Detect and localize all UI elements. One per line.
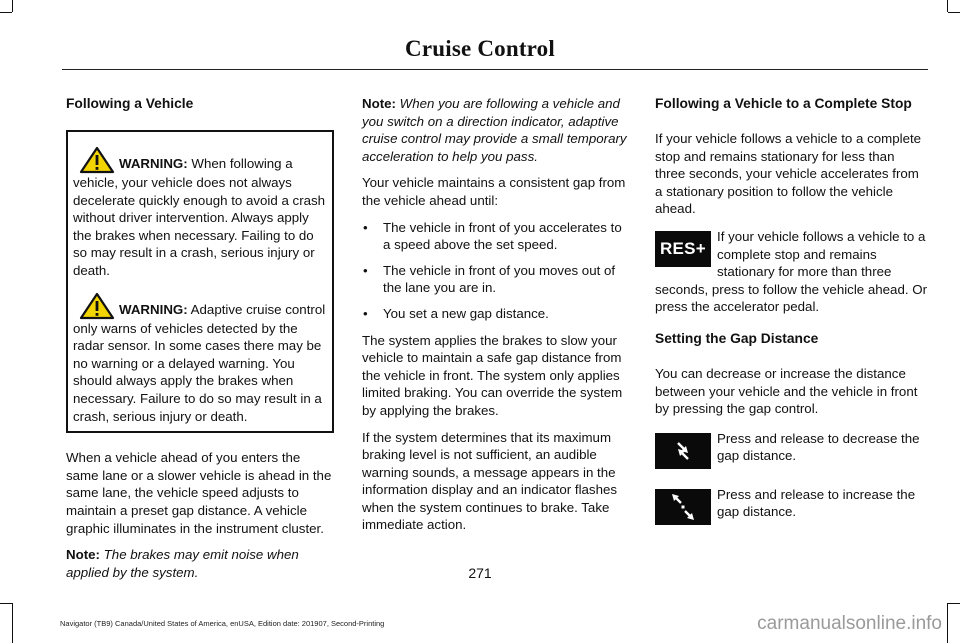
bullet-list: [362, 219, 630, 323]
res-plus-button-icon: RES+: [655, 231, 711, 267]
instruction-text: Press and release to decrease the gap distance.: [717, 430, 920, 464]
column-middle: [362, 95, 630, 543]
column-right: [655, 95, 927, 542]
section-heading: Following a Vehicle: [66, 96, 194, 111]
instruction-text: Press and release to increase the gap distance.: [717, 486, 916, 520]
res-button-instruction: [655, 228, 927, 316]
gap-increase-icon: [655, 489, 711, 525]
warning-triangle-icon: [79, 292, 115, 320]
crop-mark: [12, 603, 13, 643]
crop-mark: [947, 603, 948, 643]
page-number: 271: [468, 565, 492, 581]
body-paragraph: You can decrease or increase the distance between your vehicle and the vehicle in front by pressing the gap control.: [655, 365, 918, 417]
warning-paragraph: [73, 292, 327, 426]
crop-mark: [947, 0, 948, 12]
bullet-glyph: •: [363, 219, 368, 235]
warning-text: When following a vehicle, your vehicle does not always decelerate quickly enough to avoid a crash without driver intervention. Always apply the brakes when necessary. Failing to do so may result in a crash, serious injury or death.: [73, 156, 326, 278]
note-text: The brakes may emit noise when applied by the system.: [66, 547, 299, 580]
note-label: Note:: [362, 96, 396, 111]
section-heading: Setting the Gap Distance: [655, 330, 819, 346]
note-label: Note:: [66, 547, 100, 563]
list-item: • The vehicle in front of you moves out of the lane you are in.: [363, 262, 616, 296]
body-paragraph: If your vehicle follows a vehicle to a complete stop and remains stationary for less than three seconds, your vehicle accelerates from a stationary position to follow the vehicle ahead.: [655, 131, 922, 217]
list-item: • The vehicle in front of you accelerates to a speed above the set speed.: [363, 219, 622, 253]
crop-mark: [12, 0, 13, 12]
note-paragraph: [362, 95, 630, 165]
header-divider: [62, 69, 928, 70]
warning-label: WARNING:: [119, 156, 188, 171]
warning-triangle-icon: [79, 146, 115, 174]
instruction-text: If your vehicle follows a vehicle to a complete stop and remains stationary for more than three seconds, press to follow the vehicle ahead. Or press the accelerator pedal.: [655, 228, 927, 315]
watermark: carmanualsonline.info: [757, 613, 942, 634]
body-paragraph: When a vehicle ahead of you enters the same lane or a slower vehicle is ahead in the same lane, the vehicle speed adjusts to maintain a preset gap distance. A vehicle graphic illuminates in the instrument cluster.: [66, 450, 332, 536]
bullet-glyph: •: [363, 305, 368, 321]
warning-paragraph: [73, 146, 327, 280]
section-heading: Following a Vehicle to a Complete Stop: [655, 96, 912, 111]
list-item: • You set a new gap distance.: [363, 305, 549, 321]
warning-text: Adaptive cruise control only warns of vehicles detected by the radar sensor. In some cases there may be no warning or a delayed warning. You should always apply the brakes when necessary. Failure to do so may result in a crash, serious injury or death.: [73, 301, 326, 424]
bullet-glyph: •: [363, 262, 368, 278]
gap-decrease-instruction: [655, 430, 927, 478]
body-paragraph: The system applies the brakes to slow your vehicle to maintain a safe gap distance from the vehicle in front. The system only applies limited braking. You can override the system by applying the brakes.: [362, 332, 623, 418]
page-title: Cruise Control: [405, 36, 555, 61]
warning-box: [66, 130, 334, 433]
document-info: Navigator (TB9) Canada/United States of America, enUSA, Edition date: 201907, Second-Printing: [60, 619, 385, 628]
warning-label: WARNING:: [119, 301, 188, 317]
gap-increase-instruction: [655, 486, 927, 534]
gap-decrease-icon: [655, 433, 711, 469]
body-paragraph: If the system determines that its maximum braking level is not sufficient, an audible warning sounds, a message appears in the information display and an indicator flashes when the system continues to brake. Take immediate action.: [362, 429, 618, 533]
body-paragraph: Your vehicle maintains a consistent gap from the vehicle ahead until:: [362, 175, 626, 208]
crop-mark: [948, 12, 960, 13]
crop-mark: [0, 603, 12, 604]
crop-mark: [0, 12, 12, 13]
column-left: [66, 95, 334, 590]
crop-mark: [948, 603, 960, 604]
note-text: When you are following a vehicle and you switch on a direction indicator, adaptive cruise control may provide a small temporary acceleration to help you pass.: [362, 96, 627, 164]
